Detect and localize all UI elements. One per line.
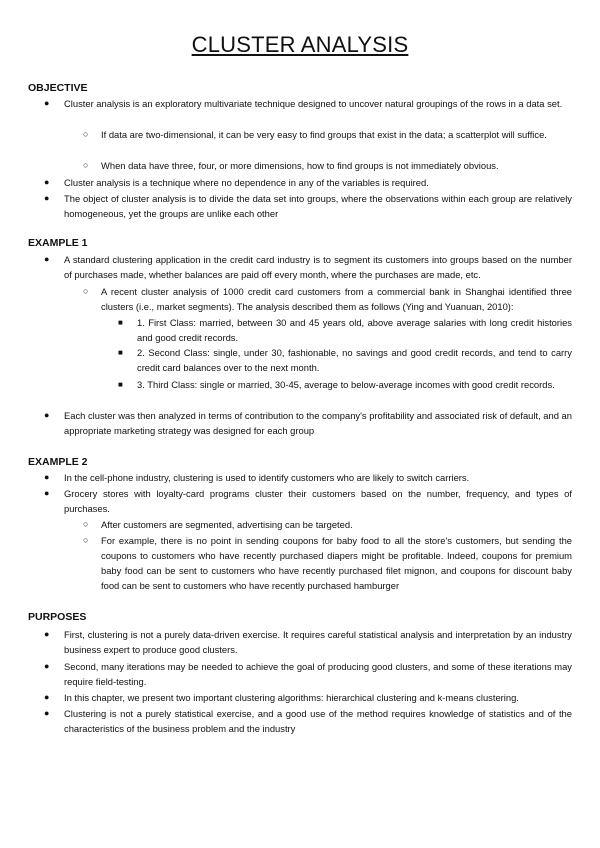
list-item: 3. Third Class: single or married, 30-45, average to below-average incomes with good credit records. [137,379,555,390]
bullet-icon: ● [44,177,50,187]
section-heading-purposes: PURPOSES [28,611,87,623]
bullet-icon: ○ [83,160,89,170]
bullet-icon: ○ [83,286,89,296]
list-item: In the cell-phone industry, clustering is used to identify customers who are likely to switch carriers. [64,472,470,483]
bullet-icon: ● [44,472,50,482]
list-item: Grocery stores with loyalty-card programs cluster their customers based on the number, frequency, and types of purchases. [64,488,572,514]
list-item: If data are two-dimensional, it can be very easy to find groups that exist in the data; a scatterplot will suffice. [101,129,547,140]
bullet-icon: ● [44,98,50,108]
list-item: For example, there is no point in sending coupons for baby food to all the store's customers, but sending the coupons to customers who have recently purchased diapers might be profitable. Indeed, coupons for premium baby food can be sent to customers who have recently purchased filet mignon, and coupons for discount baby food can be sent to customers who have recently purchased hamburger [101,535,572,591]
bullet-icon: ● [44,193,50,203]
list-item: In this chapter, we present two important clustering algorithms: hierarchical clustering and k-means clustering. [64,692,519,703]
list-item: Second, many iterations may be needed to achieve the goal of producing good clusters, and some of these iterations may require field-testing. [64,661,572,687]
bullet-icon: ■ [118,348,123,357]
bullet-icon: ○ [83,535,89,545]
list-item: The object of cluster analysis is to divide the data set into groups, where the observations within each group are relatively homogeneous, yet the groups are unlike each other [64,193,572,219]
bullet-icon: ■ [118,380,123,389]
list-item: First, clustering is not a purely data-driven exercise. It requires careful statistical analysis and interpretation by an industry business expert to produce good clusters. [64,629,572,655]
section-heading-objective: OBJECTIVE [28,82,88,94]
bullet-icon: ● [44,488,50,498]
list-item: 2. Second Class: single, under 30, fashionable, no savings and good credit records, and tend to carry credit card balances over to the next month. [137,347,572,373]
list-item: Clustering is not a purely statistical exercise, and a good use of the method requires knowledge of statistics and of the characteristics of the business problem and the industry [64,708,572,734]
bullet-icon: ○ [83,519,89,529]
list-item: When data have three, four, or more dimensions, how to find groups is not immediately obvious. [101,160,499,171]
bullet-icon: ■ [118,318,123,327]
bullet-icon: ○ [83,129,89,139]
bullet-icon: ● [44,692,50,702]
bullet-icon: ● [44,254,50,264]
bullet-icon: ● [44,661,50,671]
list-item: After customers are segmented, advertising can be targeted. [101,519,353,530]
section-heading-example-2: EXAMPLE 2 [28,456,88,468]
list-item: Cluster analysis is a technique where no dependence in any of the variables is required. [64,177,429,188]
list-item: 1. First Class: married, between 30 and 45 years old, above average salaries with long credit histories and good credit records. [137,317,572,343]
bullet-icon: ● [44,629,50,639]
list-item: Each cluster was then analyzed in terms of contribution to the company's profitability and associated risk of default, and an appropriate marketing strategy was designed for each group [64,410,572,436]
list-item: A recent cluster analysis of 1000 credit card customers from a commercial bank in Shanghai identified three clusters (i.e., market segments). The analysis described them as follows (Ying and Yuanuan, 2010): [101,286,572,312]
section-heading-example-1: EXAMPLE 1 [28,237,88,249]
page-title: CLUSTER ANALYSIS [191,32,409,57]
list-item: A standard clustering application in the credit card industry is to segment its customers into groups based on the number of purchases made, whether balances are paid off every month, where the purchases are made, etc. [64,254,572,280]
bullet-icon: ● [44,708,50,718]
list-item: Cluster analysis is an exploratory multivariate technique designed to uncover natural groupings of the rows in a data set. [64,98,563,109]
bullet-icon: ● [44,410,50,420]
